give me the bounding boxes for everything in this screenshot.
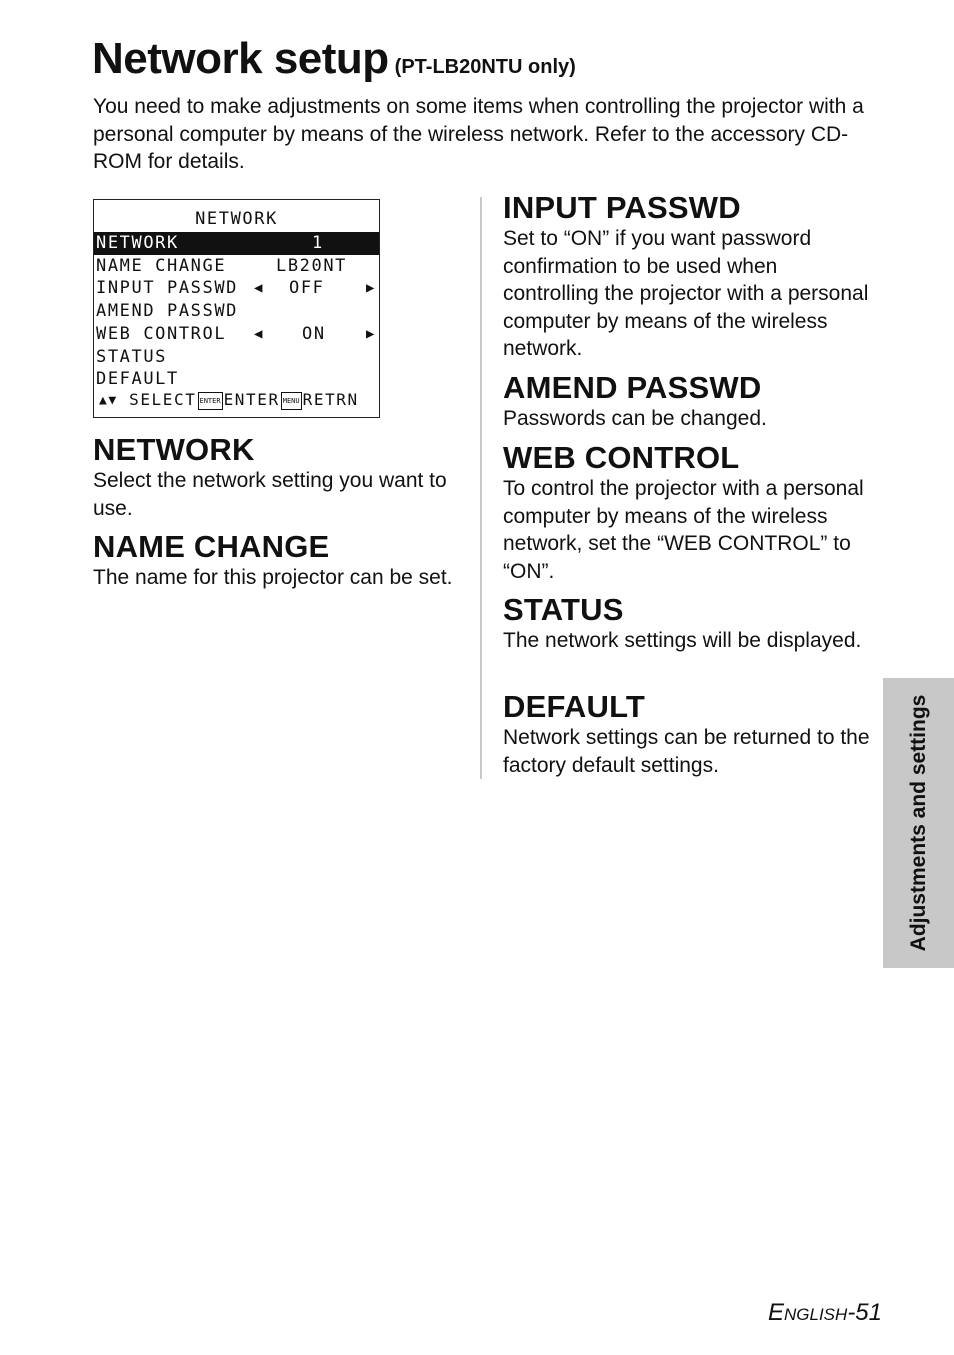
network-menu-screen	[93, 199, 380, 418]
menu-key-guide	[94, 389, 379, 411]
column-divider	[480, 197, 482, 779]
section-heading: STATUS	[503, 592, 624, 627]
title-model-note: (PT-LB20NTU only)	[394, 56, 576, 78]
left-arrow-icon: ◀	[254, 280, 265, 297]
section-body: To control the projector with a personal computer by means of the wireless network, set the “WEB CONTROL” to “ON”.	[503, 477, 864, 583]
menu-key-icon: MENU	[281, 392, 302, 410]
section-body: The name for this projector can be set.	[93, 566, 453, 589]
section-name-change	[93, 530, 463, 592]
select-hint: SELECT	[129, 390, 197, 409]
section-body: Network settings can be returned to the factory default settings.	[503, 726, 870, 777]
section-heading: INPUT PASSWD	[503, 190, 741, 225]
menu-row-network	[94, 232, 379, 255]
menu-label: NETWORK	[96, 233, 179, 253]
menu-value: ON	[302, 323, 326, 344]
section-body: Select the network setting you want to use.	[93, 469, 447, 520]
section-heading: NAME CHANGE	[93, 529, 330, 564]
menu-value: LB20NT	[276, 255, 348, 276]
chapter-side-tab	[883, 678, 954, 968]
section-body: Passwords can be changed.	[503, 407, 767, 430]
menu-row-default	[94, 368, 379, 391]
section-heading: AMEND PASSWD	[503, 370, 762, 405]
enter-key-icon: ENTER	[198, 392, 223, 410]
footer-language: English	[768, 1299, 848, 1326]
menu-label: INPUT PASSWD	[96, 278, 239, 299]
right-arrow-icon: ▶	[366, 325, 377, 342]
menu-row-input-passwd	[94, 277, 379, 300]
menu-value: OFF	[289, 278, 325, 299]
menu-label: WEB CONTROL	[96, 323, 227, 344]
menu-label: STATUS	[96, 346, 168, 367]
menu-label: NAME CHANGE	[96, 255, 227, 276]
section-default	[503, 690, 873, 779]
enter-hint: ENTER	[223, 390, 280, 409]
menu-row-status	[94, 346, 379, 369]
return-hint: RETRN	[302, 390, 359, 409]
intro-paragraph: You need to make adjustments on some items when controlling the projector with a personal computer by means of the wireless network. Refer to the accessory CD-ROM for details.	[93, 95, 864, 173]
menu-row-amend-passwd	[94, 300, 379, 323]
menu-label: DEFAULT	[96, 369, 179, 390]
section-heading: NETWORK	[93, 432, 255, 467]
up-down-arrow-icon: ▲▼	[99, 393, 118, 408]
section-heading: WEB CONTROL	[503, 440, 740, 475]
section-status	[503, 593, 873, 655]
section-amend-passwd	[503, 371, 873, 433]
menu-row-web-control	[94, 323, 379, 346]
title-main: Network setup	[92, 34, 389, 83]
section-web-control	[503, 441, 873, 585]
menu-value: 1	[312, 233, 324, 253]
left-arrow-icon: ◀	[254, 325, 265, 342]
section-body: Set to “ON” if you want password confirmation to be used when controlling the projector with a personal computer by means of the wireless network.	[503, 227, 869, 360]
page-title	[92, 34, 576, 84]
right-arrow-icon: ▶	[366, 280, 377, 297]
page-footer	[768, 1299, 882, 1327]
chapter-tab-label: Adjustments and settings	[906, 694, 930, 952]
section-network	[93, 433, 463, 522]
menu-row-name-change	[94, 255, 379, 278]
menu-title: NETWORK	[195, 209, 278, 229]
section-heading: DEFAULT	[503, 689, 646, 724]
menu-label: AMEND PASSWD	[96, 301, 239, 322]
section-input-passwd	[503, 191, 873, 363]
section-body: The network settings will be displayed.	[503, 629, 862, 652]
page-number: -51	[847, 1299, 882, 1326]
